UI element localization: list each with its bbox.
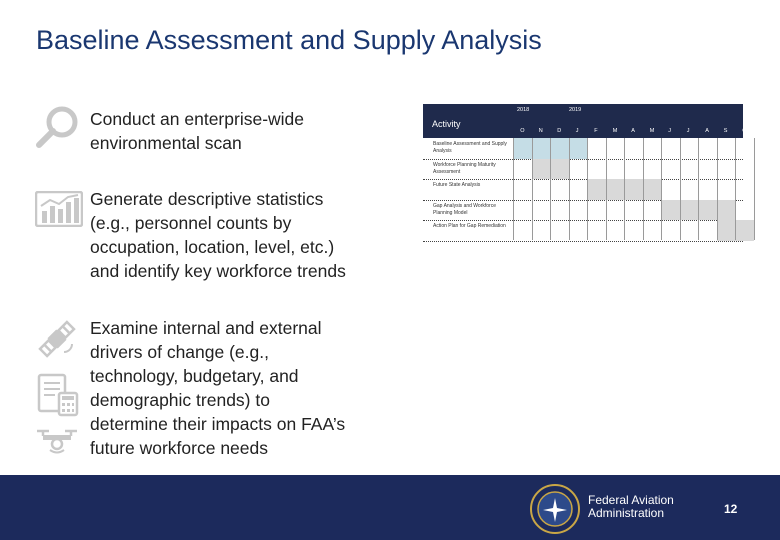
gantt-column-divider: [532, 138, 533, 240]
page-number: 12: [724, 502, 738, 516]
bullet-line: and identify key workforce trends: [90, 261, 346, 281]
gantt-row-label: Future State Analysis: [433, 182, 481, 188]
gantt-bar-cell: [532, 138, 551, 159]
bullet-line: future workforce needs: [90, 438, 269, 458]
gantt-column-divider: [550, 138, 551, 240]
timeline-gantt-chart: [423, 100, 747, 240]
gantt-column-divider: [661, 138, 662, 240]
gantt-column-divider: [698, 138, 699, 240]
gantt-row-divider: [423, 241, 743, 242]
bullet-line: technology, budgetary, and: [90, 366, 299, 386]
gantt-row-label: Action Plan for Gap Remediation: [433, 223, 506, 229]
gantt-row-divider: [423, 220, 743, 221]
gantt-bar-cell: [680, 200, 699, 221]
bar-chart-icon: [35, 191, 83, 227]
gantt-column-divider: [569, 138, 570, 240]
gantt-row-label: Workforce Planning Maturity Assessment: [433, 161, 496, 175]
agency-name-line2: Administration: [588, 506, 665, 520]
month-label: O: [742, 128, 747, 134]
bullet-line: determine their impacts on FAA’s: [90, 414, 346, 434]
bullet-line: (e.g., personnel counts by: [90, 213, 292, 233]
bullet-line: environmental scan: [90, 133, 242, 153]
gantt-bar-cell: [624, 179, 643, 200]
month-label: A: [705, 128, 709, 134]
gantt-bar-cell: [606, 179, 625, 200]
month-label: J: [686, 128, 690, 134]
activity-header: Activity: [432, 119, 461, 129]
magnifier-icon: [34, 104, 80, 150]
month-label: A: [631, 128, 635, 134]
gantt-row-label: Baseline Assessment and Supply Analysis: [433, 141, 507, 154]
month-label: S: [723, 128, 728, 134]
agency-name-line1: Federal Aviation: [588, 493, 674, 507]
faa-seal-icon: [530, 484, 580, 534]
month-label: J: [668, 128, 671, 134]
gantt-header: [423, 104, 747, 138]
bullet-environmental-scan: [90, 107, 304, 155]
month-label: O: [520, 128, 525, 134]
gantt-bar-cell: [717, 220, 736, 241]
gantt-bar-cell: [513, 138, 532, 159]
month-label: M: [649, 128, 655, 134]
gantt-bar-cell: [550, 138, 569, 159]
gantt-column-divider: [606, 138, 607, 240]
slide-title: Baseline Assessment and Supply Analysis: [36, 25, 542, 55]
bullet-line: Examine internal and external: [90, 318, 322, 338]
bullet-descriptive-statistics: [90, 187, 346, 283]
agency-name: [588, 494, 674, 520]
bullet-drivers-of-change: [90, 316, 345, 460]
gantt-bar-cell: [587, 179, 606, 200]
gantt-column-divider: [735, 138, 736, 240]
gantt-bar-cell: [532, 159, 551, 180]
gantt-column-divider: [587, 138, 588, 240]
gantt-bar-cell: [717, 200, 736, 221]
gantt-row-label: Gap Analysis and Workforce Planning Model: [433, 202, 496, 216]
gantt-row-divider: [423, 179, 743, 180]
gantt-column-divider: [680, 138, 681, 240]
gantt-bar-cell: [569, 138, 588, 159]
year-2018-label: 2018: [517, 107, 530, 113]
month-label: J: [575, 128, 579, 134]
gantt-row-divider: [423, 159, 743, 160]
gantt-bar-cell: [698, 200, 717, 221]
satellite-icon: [36, 318, 78, 360]
gantt-column-divider: [754, 138, 755, 240]
gantt-bar-cell: [550, 159, 569, 180]
gantt-bar-cell: [661, 200, 680, 221]
drone-icon: [35, 425, 79, 455]
year-2019-label: 2019: [569, 107, 582, 113]
bullet-line: Conduct an enterprise-wide: [90, 109, 305, 129]
gantt-column-divider: [624, 138, 625, 240]
gantt-column-divider: [717, 138, 718, 240]
month-label: F: [594, 128, 598, 134]
calculator-document-icon: [37, 373, 79, 417]
bullet-line: drivers of change (e.g.,: [90, 342, 269, 362]
bullet-line: Generate descriptive statistics: [90, 189, 324, 209]
month-label: N: [538, 128, 543, 134]
month-label: D: [557, 128, 562, 134]
gantt-bar-cell: [735, 220, 754, 241]
month-label: M: [612, 128, 618, 134]
gantt-bar-cell: [643, 179, 662, 200]
bullet-line: occupation, location, level, etc.): [90, 237, 335, 257]
gantt-column-divider: [513, 138, 514, 240]
gantt-column-divider: [643, 138, 644, 240]
bullet-line: demographic trends) to: [90, 390, 270, 410]
